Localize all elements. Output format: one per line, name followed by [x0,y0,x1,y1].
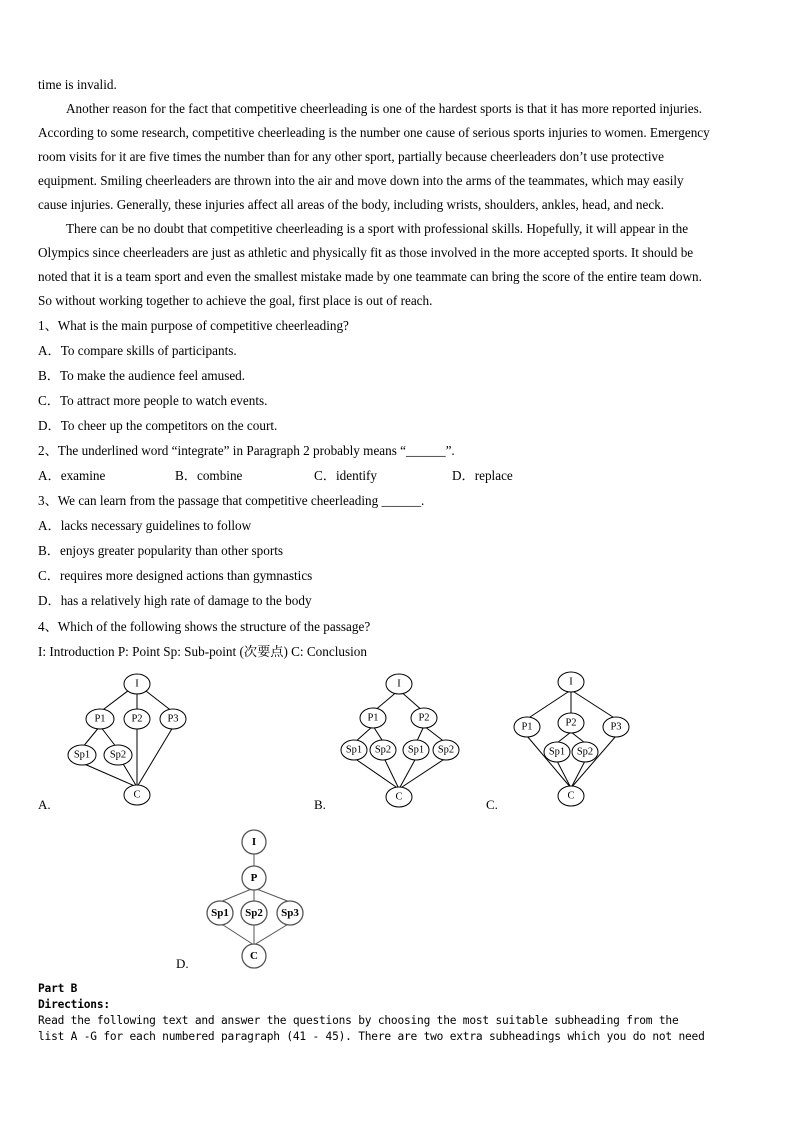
edge [254,923,290,945]
diagram-b-label: B. [314,797,326,812]
passage-line: cause injuries. Generally, these injuries affect all areas of the body, including wrists, shoulders, ankles, head, and neck. [38,197,665,212]
question-option: D．To cheer up the competitors on the court. [38,418,278,433]
edge [557,732,571,743]
node-label: P2 [131,713,143,725]
node-label: C [250,950,258,962]
node-label: Sp2 [245,907,263,919]
edge [220,888,254,902]
question-option: A．lacks necessary guidelines to follow [38,518,252,533]
structure-legend: I: Introduction P: Point Sp: Sub-point (次要点) C: Conclusion [38,644,367,659]
part-b-title: Part B [38,982,78,995]
question-option: B．combine [175,468,243,483]
node-label: Sp1 [548,746,566,758]
passage-line: room visits for it are five times the number than for any other sport, partially because cheerleaders don’t use protective [38,149,664,164]
node-label: I [569,676,573,688]
node-label: I [251,836,257,848]
node-label: Sp1 [407,744,425,756]
question-stem: 2、The underlined word “integrate” in Paragraph 2 probably means “______”. [38,443,455,458]
edge [254,888,290,902]
passage-line: equipment. Smiling cheerleaders are thrown into the air and move down into the arms of the teammates, which may easily [38,173,684,188]
passage-line: time is invalid. [38,77,117,92]
question-stem: 3、We can learn from the passage that competitive cheerleading ______. [38,493,425,508]
edge [399,758,446,789]
diagram-a-label: A. [38,797,51,812]
node-label: P1 [94,713,106,725]
passage-line: So without working together to achieve the goal, first place is out of reach. [38,293,433,308]
diagram-b [335,670,465,810]
node-label: P1 [367,712,379,724]
node-label: Sp2 [109,749,127,761]
node-label: Sp2 [374,744,392,756]
question-option: A．To compare skills of participants. [38,343,237,358]
node-label: Sp3 [281,907,299,919]
node-label: Sp1 [73,749,91,761]
directions-label: Directions: [38,998,110,1011]
diagram-a [60,670,200,810]
diagram-c-label: C. [486,797,498,812]
edge [82,763,137,787]
question-option: A．examine [38,468,106,483]
diagram-d [200,825,310,970]
node-label: P [250,872,258,884]
question-stem: 1、What is the main purpose of competitive cheerleading? [38,318,349,333]
node-label: P2 [565,717,577,729]
question-option: D．replace [452,468,513,483]
edge [137,727,173,787]
node-label: I [135,678,139,690]
question-option: B．enjoys greater popularity than other sports [38,543,284,558]
node-label: P3 [167,713,179,725]
passage-line: There can be no doubt that competitive cheerleading is a sport with professional skills. Hopefully, it will appear in the [66,221,689,236]
node-label: Sp1 [345,744,363,756]
diagram-d-label: D. [176,956,189,971]
question-option: B．To make the audience feel amused. [38,368,246,383]
edge [354,758,399,789]
node-label: C [395,791,403,803]
edge [220,923,254,945]
directions-line: list A -G for each numbered paragraph (41 - 45). There are two extra subheadings which you do not need [38,1030,705,1043]
question-option: C．requires more designed actions than gymnastics [38,568,313,583]
question-stem: 4、Which of the following shows the structure of the passage? [38,619,371,634]
node-label: Sp1 [211,907,229,919]
passage-line: Olympics since cheerleaders are just as athletic and physically fit as those involved in the more accepted sports. It should be [38,245,694,260]
question-option: C．identify [314,468,378,483]
edge [399,758,416,789]
diagram-c [505,670,635,810]
node-label: P3 [610,721,622,733]
node-label: I [397,678,401,690]
node-label: Sp2 [437,744,455,756]
passage-line: noted that it is a team sport and even the smallest mistake made by one teammate can bring the score of the entire team down. [38,269,702,284]
node-label: P2 [418,712,430,724]
question-option: C．To attract more people to watch events. [38,393,268,408]
node-label: Sp2 [576,746,594,758]
node-label: P1 [521,721,533,733]
directions-line: Read the following text and answer the questions by choosing the most suitable subheading from the [38,1014,679,1027]
passage-line: According to some research, competitive cheerleading is the number one cause of serious sports injuries to women. Emergency [38,125,710,140]
node-label: C [133,789,141,801]
question-option: D．has a relatively high rate of damage to the body [38,593,312,608]
passage-line: Another reason for the fact that competitive cheerleading is one of the hardest sports is that it has more reported injuries. [66,101,703,116]
node-label: C [567,790,575,802]
edge [571,732,585,743]
